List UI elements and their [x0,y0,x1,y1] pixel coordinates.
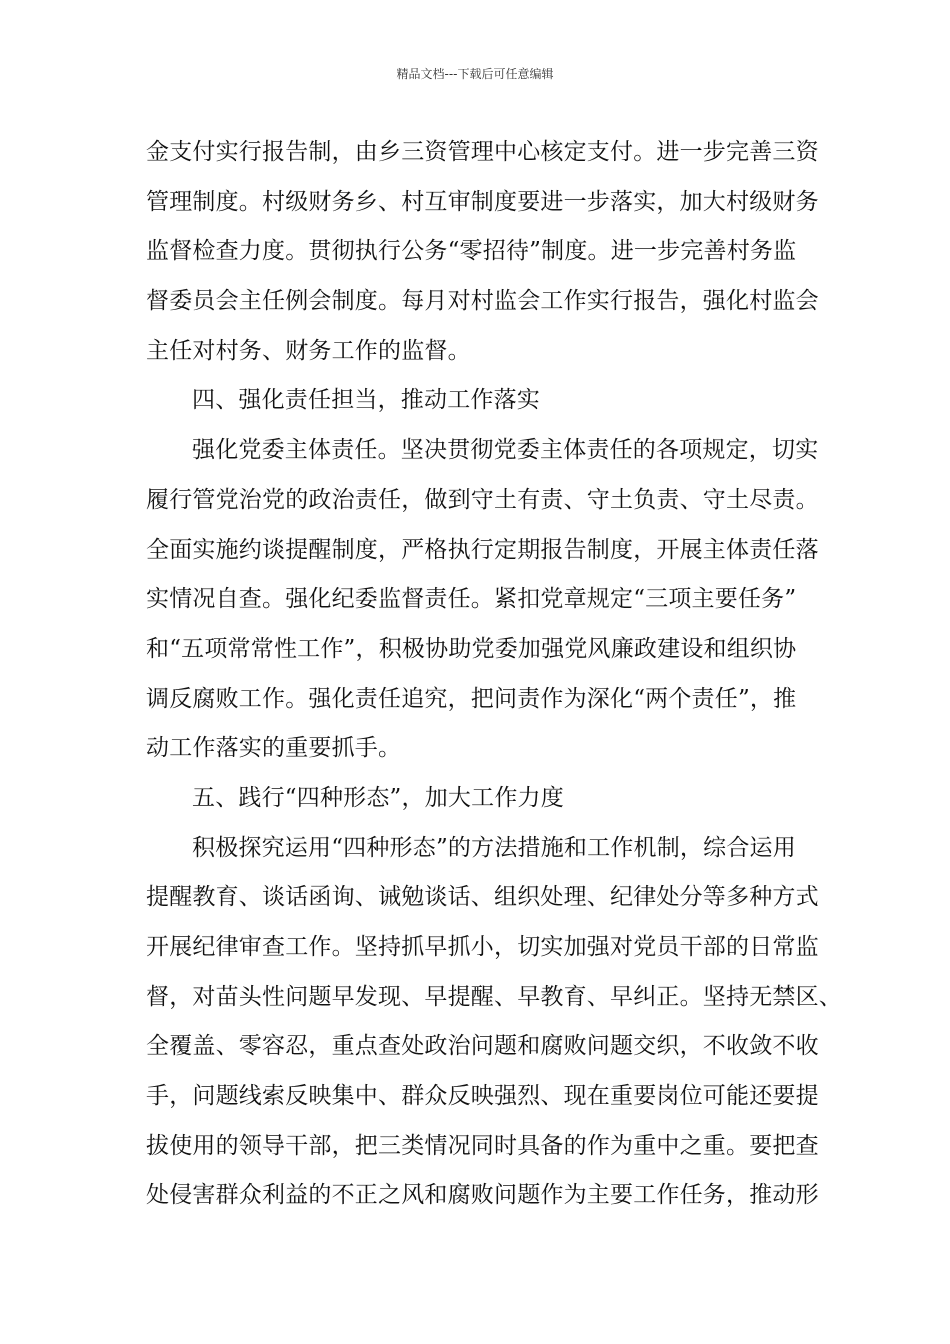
text-line: 督，对苗头性问题早发现、早提醒、早教育、早纠正。坚持无禁区、 [146,983,842,1010]
section-heading: 四、强化责任担当，推动工作落实 [192,387,540,414]
text-line: 和“五项常常性工作”，积极协助党委加强党风廉政建设和组织协 [146,635,797,662]
text-line: 督委员会主任例会制度。每月对村监会工作实行报告，强化村监会 [146,288,819,315]
text-line: 拔使用的领导干部，把三类情况同时具备的作为重中之重。要把查 [146,1132,819,1159]
document-body [146,128,842,1221]
text-line: 处侵害群众利益的不正之风和腐败问题作为主要工作任务，推动形 [146,1182,819,1209]
text-line: 实情况自查。强化纪委监督责任。紧扣党章规定“三项主要任务” [146,586,797,613]
text-line: 提醒教育、谈话函询、诫勉谈话、组织处理、纪律处分等多种方式 [146,884,819,911]
paragraph-first-line: 积极探究运用“四种形态”的方法措施和工作机制，综合运用 [192,834,796,861]
text-line: 履行管党治党的政治责任，做到守土有责、守土负责、守土尽责。 [146,486,819,513]
text-line: 全面实施约谈提醒制度，严格执行定期报告制度，开展主体责任落 [146,536,819,563]
text-line: 调反腐败工作。强化责任追究，把问责作为深化“两个责任”，推 [146,685,797,712]
text-line: 动工作落实的重要抓手。 [146,735,402,762]
text-line: 全覆盖、零容忍，重点查处政治问题和腐败问题交织，不收敛不收 [146,1033,819,1060]
text-line: 主任对村务、财务工作的监督。 [146,337,471,364]
page-header: 精品文档---下载后可任意编辑 [396,67,554,81]
paragraph-first-line: 强化党委主体责任。坚决贯彻党委主体责任的各项规定，切实 [192,437,819,464]
text-line: 金支付实行报告制，由乡三资管理中心核定支付。进一步完善三资 [146,139,819,165]
text-line: 手，问题线索反映集中、群众反映强烈、现在重要岗位可能还要提 [146,1083,819,1110]
text-line: 管理制度。村级财务乡、村互审制度要进一步落实，加大村级财务 [146,188,819,215]
section-heading: 五、践行“四种形态”，加大工作力度 [192,784,564,811]
text-line: 开展纪律审查工作。坚持抓早抓小，切实加强对党员干部的日常监 [146,934,819,960]
text-line: 监督检查力度。贯彻执行公务“零招待”制度。进一步完善村务监 [146,238,797,265]
